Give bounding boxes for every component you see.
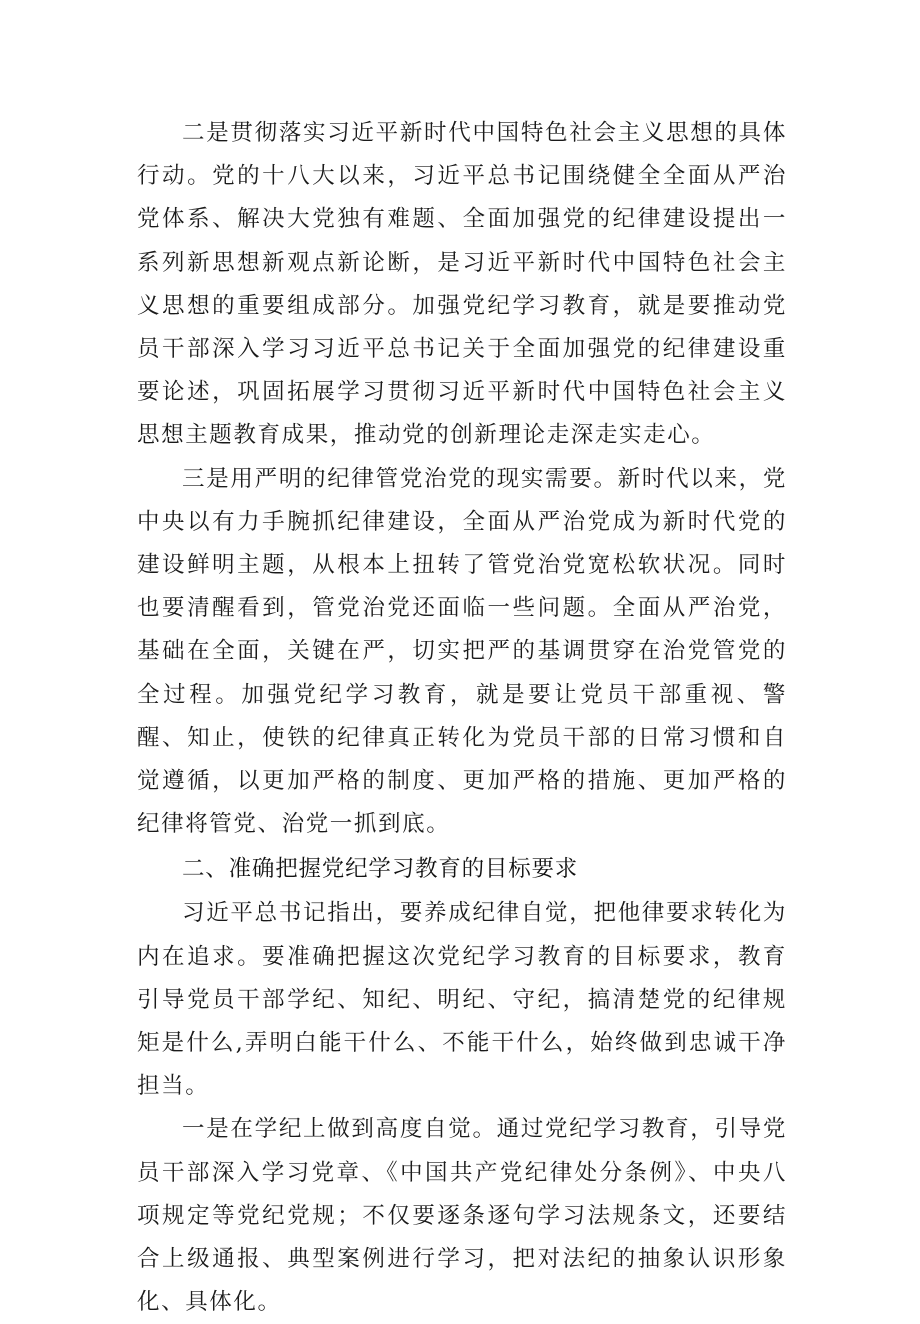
paragraph-4: 一是在学纪上做到高度自觉。通过党纪学习教育，引导党员干部深入学习党章、《中国共产党纪律处分条例》、中央八项规定等党纪党规；不仅要逐条逐句学习法规条文，还要结合上级通报、典型案例进行学习，把对法纪的抽象认识形象化、具体化。 bbox=[137, 1116, 787, 1316]
document-body bbox=[137, 112, 787, 1324]
paragraph-3: 习近平总书记指出，要养成纪律自觉，把他律要求转化为内在追求。要准确把握这次党纪学习教育的目标要求，教育引导党员干部学纪、知纪、明纪、守纪，搞清楚党的纪律规矩是什么,弄明白能干什么、不能干什么，始终做到忠诚干净担当。 bbox=[137, 900, 787, 1100]
paragraph-1: 二是贯彻落实习近平新时代中国特色社会主义思想的具体行动。党的十八大以来，习近平总书记围绕健全全面从严治党体系、解决大党独有难题、全面加强党的纪律建设提出一系列新思想新观点新论断，是习近平新时代中国特色社会主义思想的重要组成部分。加强党纪学习教育，就是要推动党员干部深入学习习近平总书记关于全面加强党的纪律建设重要论述，巩固拓展学习贯彻习近平新时代中国特色社会主义思想主题教育成果，推动党的创新理论走深走实走心。 bbox=[137, 120, 787, 449]
paragraph-2: 三是用严明的纪律管党治党的现实需要。新时代以来，党中央以有力手腕抓纪律建设，全面从严治党成为新时代党的建设鲜明主题，从根本上扭转了管党治党宽松软状况。同时也要清醒看到，管党治党还面临一些问题。全面从严治党，基础在全面，关键在严，切实把严的基调贯穿在治党管党的全过程。加强党纪学习教育，就是要让党员干部重视、警醒、知止，使铁的纪律真正转化为党员干部的日常习惯和自觉遵循，以更加严格的制度、更加严格的措施、更加严格的纪律将管党、治党一抓到底。 bbox=[137, 465, 787, 838]
section-heading: 二、准确把握党纪学习教育的目标要求 bbox=[182, 856, 579, 883]
